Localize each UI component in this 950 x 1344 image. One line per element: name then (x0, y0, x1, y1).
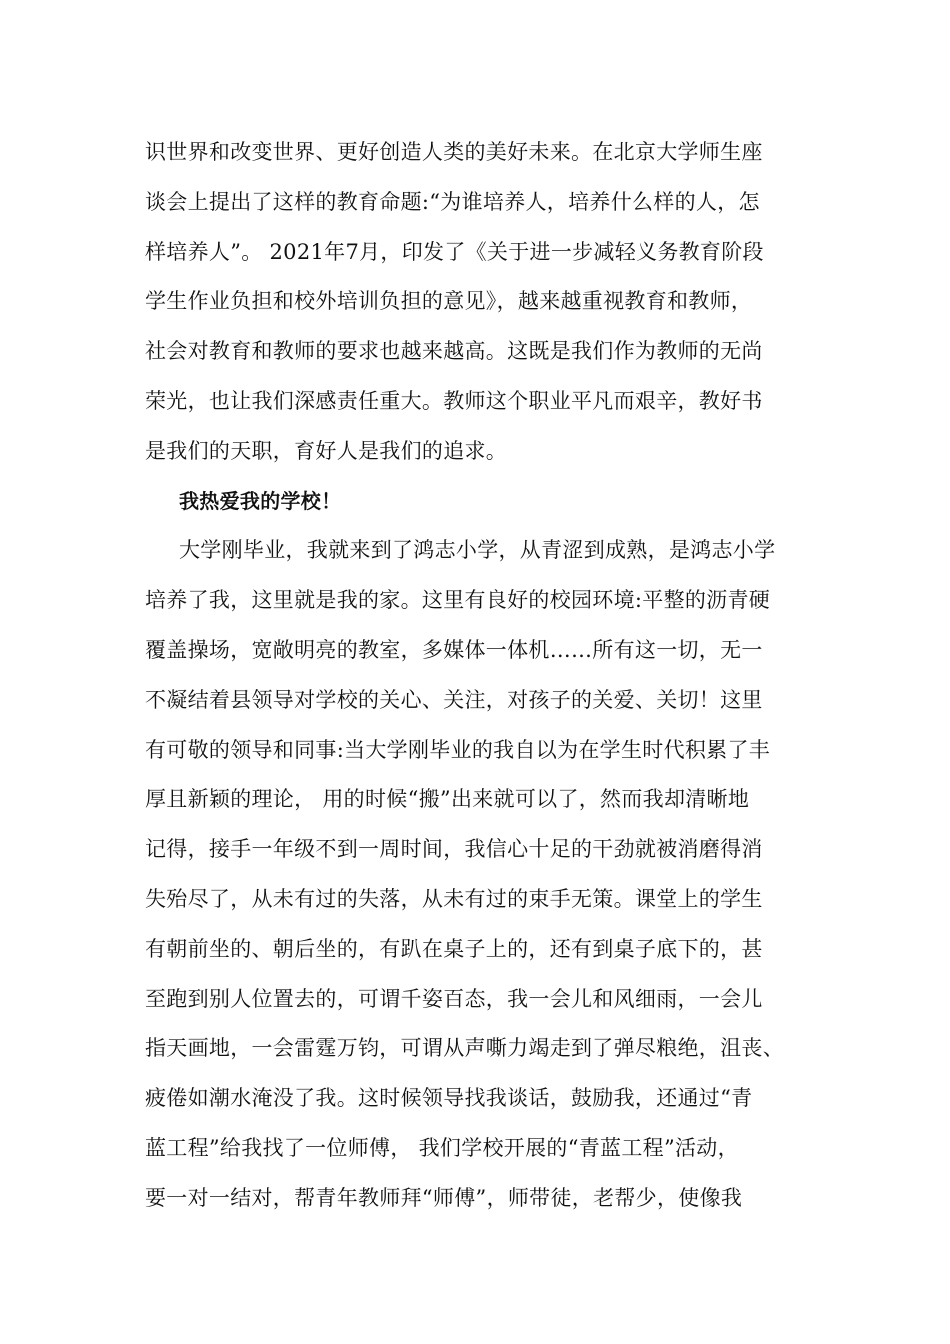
text-line: 指天画地，一会雷霆万钧，可谓从声嘶力竭走到了弹尽粮绝，沮丧、 (145, 1036, 784, 1061)
document-body (145, 128, 815, 1224)
text-line: 覆盖操场，宽敞明亮的教室，多媒体一体机……所有这一切，无一 (145, 637, 763, 662)
text-line: 是我们的天职，育好人是我们的追求。 (145, 438, 508, 463)
text-line: 不凝结着县领导对学校的关心、关注，对孩子的关爱、关切！这里 (145, 687, 763, 712)
text-line: 大学刚毕业，我就来到了鸿志小学，从青涩到成熟，是鸿志小学 (179, 538, 776, 563)
text-line: 培养了我，这里就是我的家。这里有良好的校园环境:平整的沥青硬 (145, 588, 771, 613)
text-line: 要一对一结对，帮青年教师拜“师傅”，师带徒，老帮少，使像我 (145, 1185, 743, 1210)
text-line: 失殆尽了，从未有过的失落，从未有过的束手无策。课堂上的学生 (145, 886, 763, 911)
section-heading: 我热爱我的学校！ (179, 488, 342, 513)
text-line: 社会对教育和教师的要求也越来越高。这既是我们作为教师的无尚 (145, 339, 763, 364)
text-line: 谈会上提出了这样的教育命题:“为谁培养人，培养什么样的人，怎 (145, 189, 760, 214)
paragraph-school-story (145, 526, 815, 1223)
text-line: 蓝工程”给我找了一位师傅， 我们学校开展的“青蓝工程”活动， (145, 1135, 739, 1160)
text-line: 疲倦如潮水淹没了我。这时候领导找我谈话，鼓励我，还通过“青 (145, 1086, 753, 1111)
text-line: 记得，接手一年级不到一周时间，我信心十足的干劲就被消磨得消 (145, 837, 763, 862)
text-line: 识世界和改变世界、更好创造人类的美好未来。在北京大学师生座 (145, 140, 763, 164)
text-line: 至跑到别人位置去的，可谓千姿百态，我一会儿和风细雨，一会儿 (145, 986, 763, 1011)
text-line: 有可敬的领导和同事:当大学刚毕业的我自以为在学生时代积累了丰 (145, 737, 771, 762)
text-line: 有朝前坐的、朝后坐的，有趴在桌子上的，还有到桌子底下的，甚 (145, 936, 763, 961)
paragraph-education-mission (145, 128, 815, 477)
text-line: 荣光，也让我们深感责任重大。教师这个职业平凡而艰辛，教好书 (145, 388, 763, 413)
text-line: 样培养人”。 2021年7月，印发了《关于进一步减轻义务教育阶段 (145, 239, 764, 264)
text-line: 学生作业负担和校外培训负担的意见》，越来越重视教育和教师， (145, 289, 753, 314)
text-line: 厚且新颖的理论， 用的时候“搬”出来就可以了，然而我却清晰地 (145, 787, 750, 812)
